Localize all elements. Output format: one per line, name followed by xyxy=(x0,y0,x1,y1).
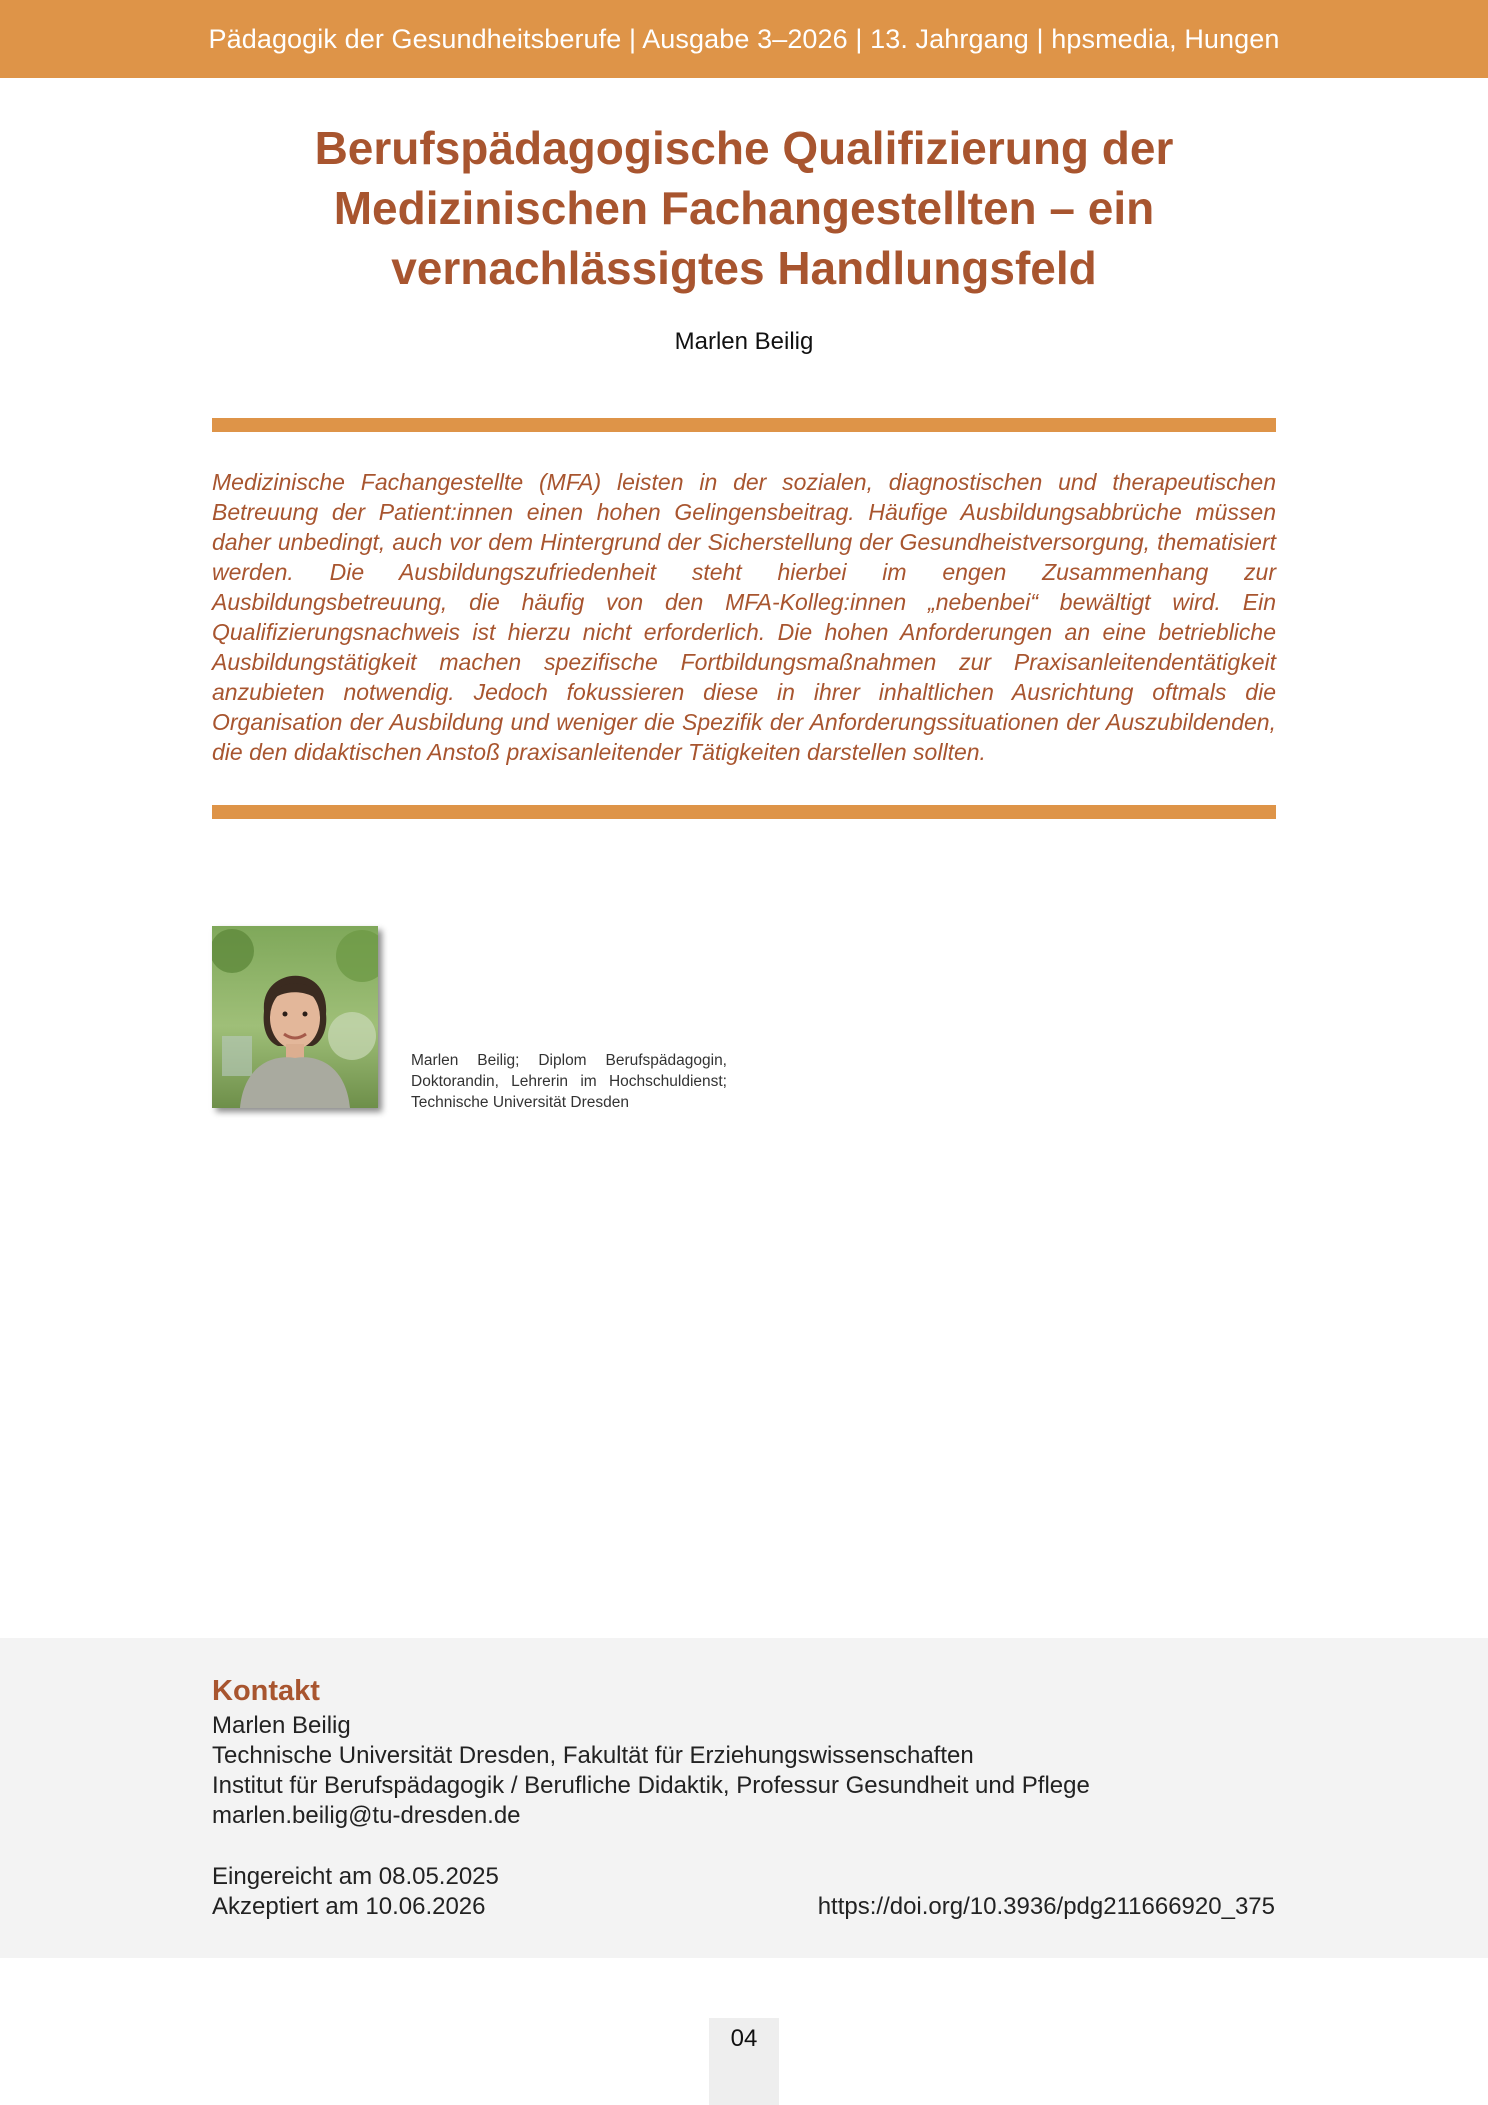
submitted-date: Eingereicht am 08.05.2025 xyxy=(212,1863,499,1890)
article-abstract: Medizinische Fachangestellte (MFA) leisten in der sozialen, diagnostischen und therapeutischen Betreuung der Patient:innen einen hohen Gelingensbeitrag. Häufige Ausbildungsabbrüche müssen daher unbedingt, auch vor dem Hintergrund der Sicherstellung der Gesundheistversorgung, thematisiert werden. Die Ausbildungszufriedenheit steht hierbei im engen Zusammenhang zur Ausbildungsbetreuung, die häufig von den MFA-Kolleg:innen „nebenbei“ bewältigt wird. Ein Qualifizierungsnachweis ist hierzu nicht erforderlich. Die hohen Anforderungen an eine betriebliche Ausbildungstätigkeit machen spezifische Fortbildungsmaßnahmen zur Praxisanleitendentätigkeit anzubieten notwendig. Jedoch fokussieren diese in ihrer inhaltlichen Ausrichtung oftmals die Organisation der Ausbildung und weniger die Spezifik der Anforderungssituationen der Auszubildenden, die den didaktischen Anstoß praxisanleitender Tätigkeiten darstellen sollten. xyxy=(212,469,1276,765)
contact-heading: Kontakt xyxy=(212,1675,320,1707)
journal-header-text: Pädagogik der Gesundheitsberufe | Ausgabe 3–2026 | 13. Jahrgang | hpsmedia, Hungen xyxy=(208,23,1280,54)
contact-institute: Institut für Berufspädagogik / Berufliche Didaktik, Professur Gesundheit und Pflege xyxy=(212,1772,1090,1799)
contact-affiliation: Technische Universität Dresden, Fakultät für Erziehungswissenschaften xyxy=(212,1742,974,1769)
abstract-bottom-rule xyxy=(212,805,1276,819)
journal-header-bar xyxy=(0,0,1488,78)
author-photo xyxy=(212,926,378,1108)
doi-link[interactable]: https://doi.org/10.3936/pdg211666920_375 xyxy=(817,1893,1275,1920)
contact-name: Marlen Beilig xyxy=(212,1712,351,1739)
contact-email[interactable]: marlen.beilig@tu-dresden.de xyxy=(212,1802,521,1829)
article-author: Marlen Beilig xyxy=(674,328,814,355)
accepted-date: Akzeptiert am 10.06.2026 xyxy=(212,1893,486,1920)
abstract-top-rule xyxy=(212,418,1276,432)
author-portrait-icon xyxy=(212,926,378,1108)
page-number: 04 xyxy=(709,2018,779,2105)
author-caption: Marlen Beilig; Diplom Berufspädagogin, Doktorandin, Lehrerin im Hochschuldienst; Technische Universität Dresden xyxy=(411,1052,727,1111)
article-title: Berufspädagogische Qualifizierung der Medizinischen Fachangestellten – ein vernachlässigtes Handlungsfeld xyxy=(314,122,1174,294)
